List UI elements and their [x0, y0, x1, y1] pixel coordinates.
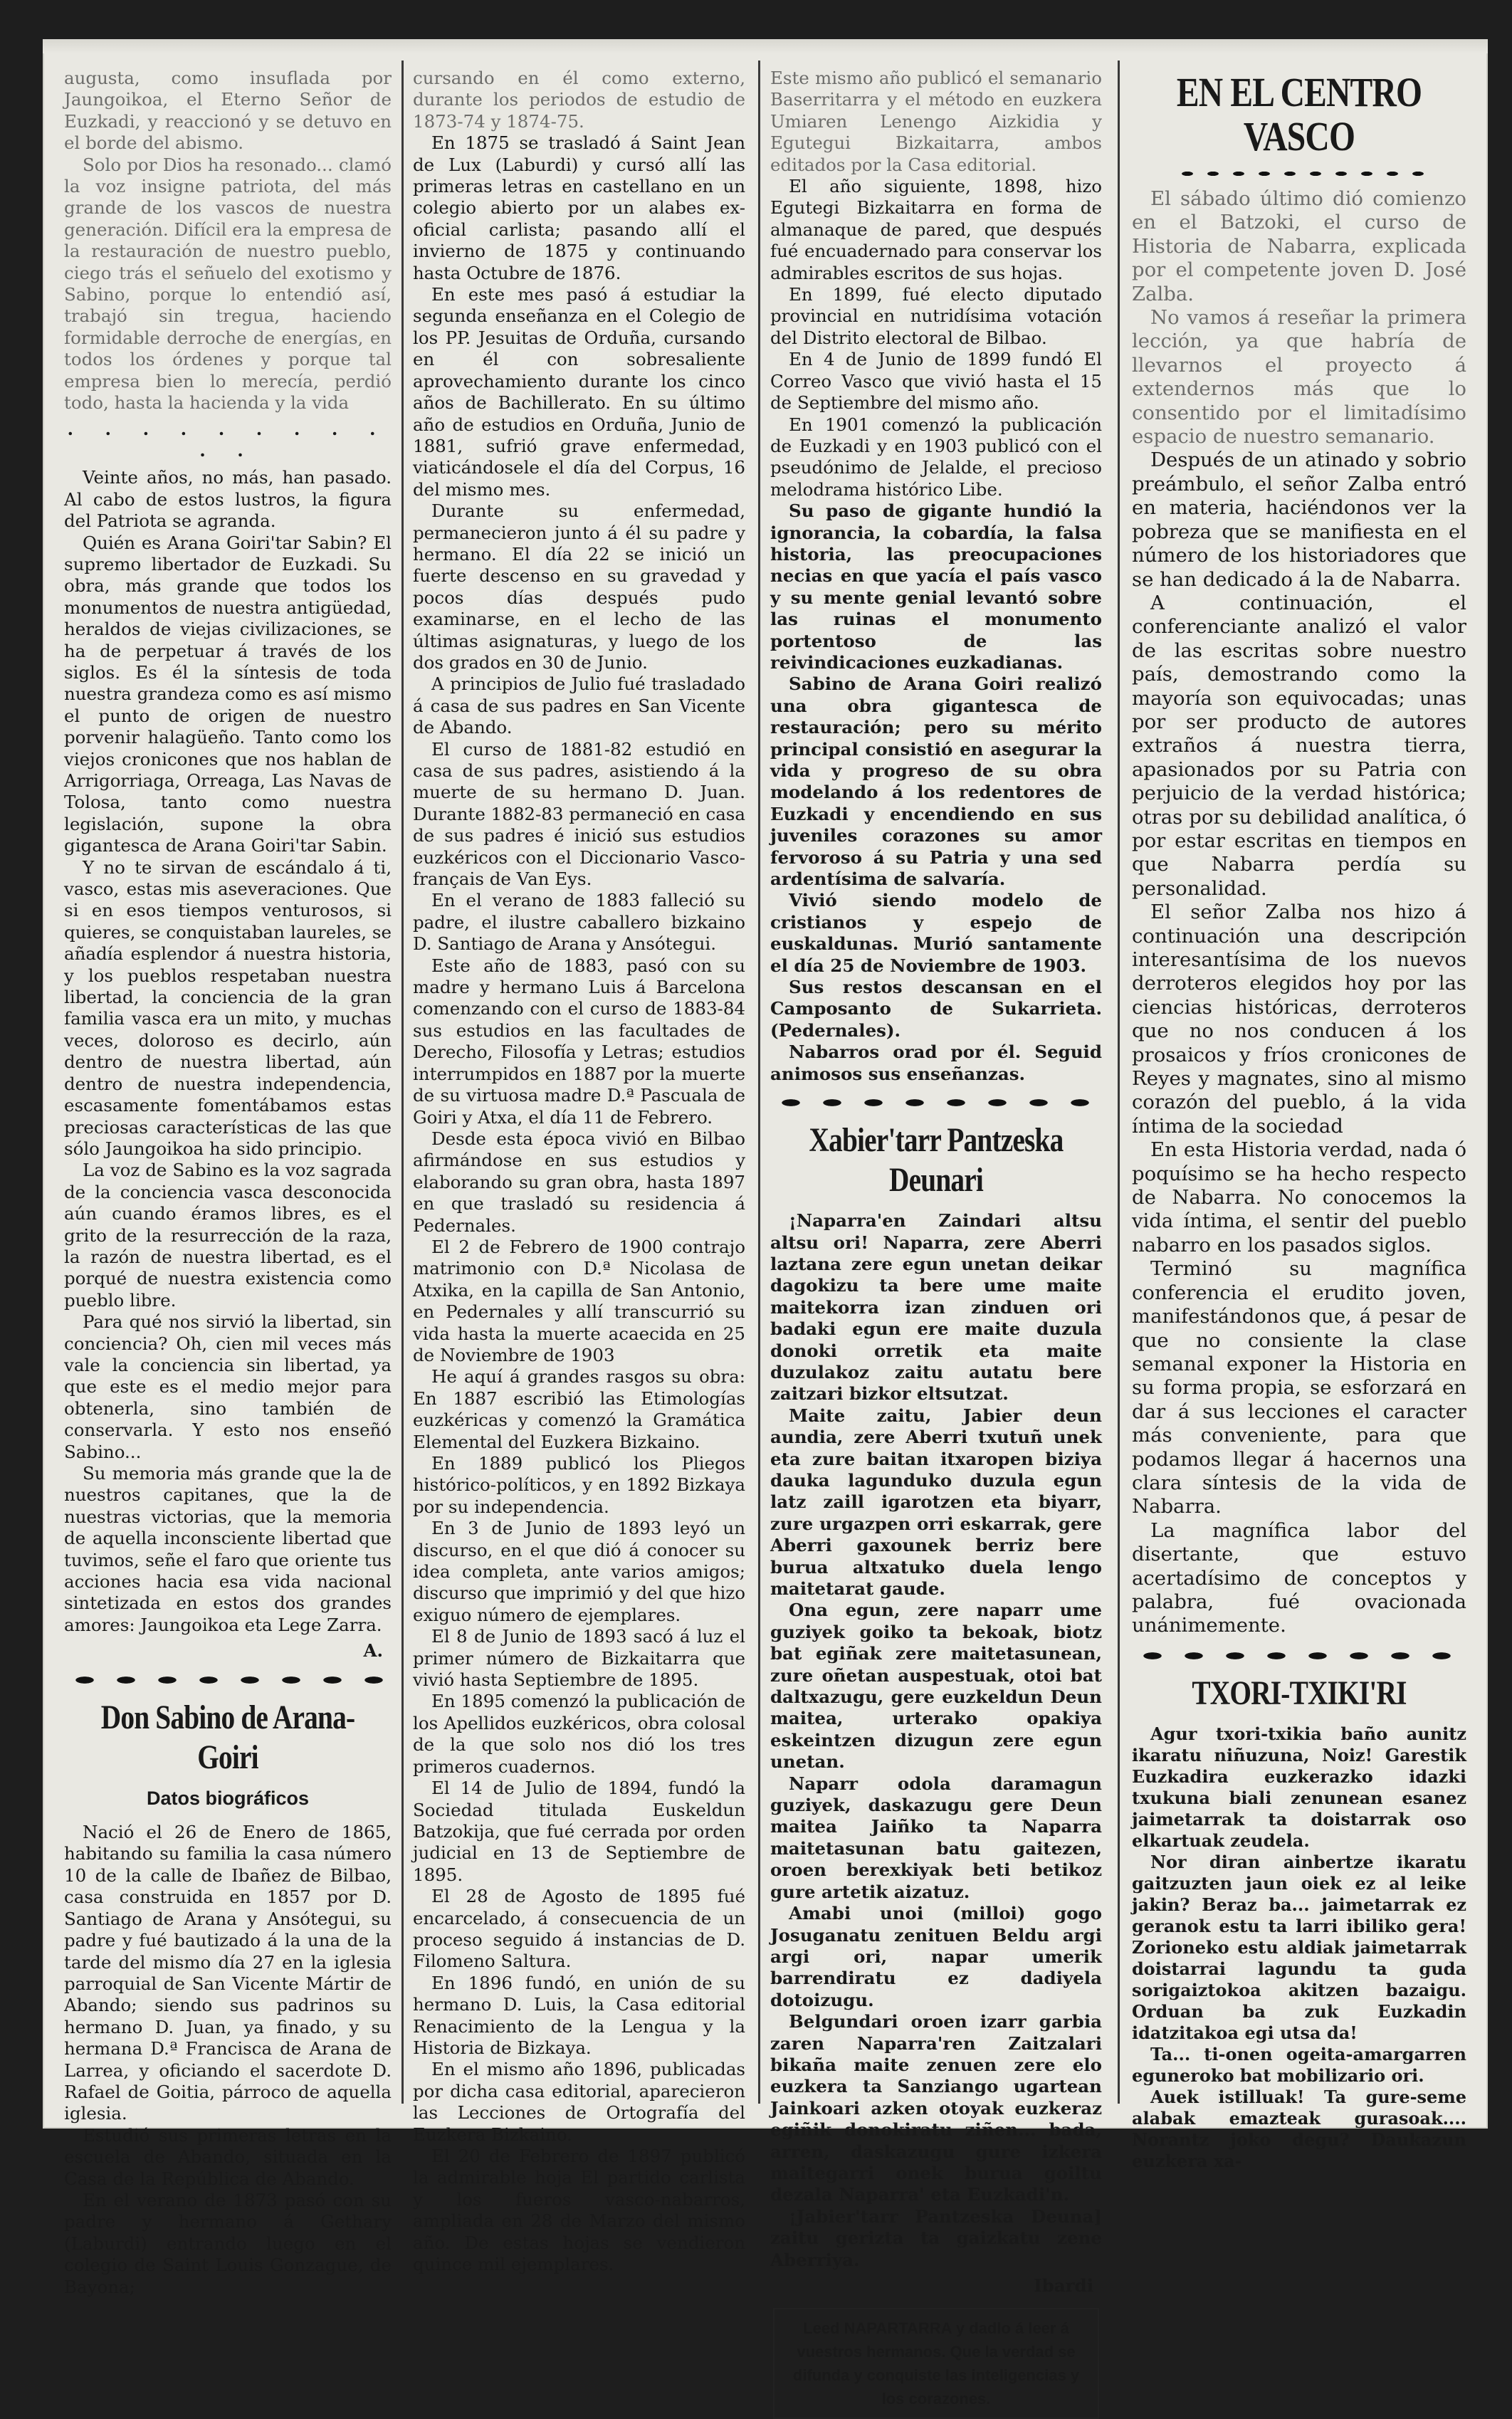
paragraph: Este mismo año publicó el semanario Baserritarra y el método en euzkera Umiaren Lenengo Aizkidia y Egutegui Bizkaitarra, ambos editados por la Casa editorial. — [770, 68, 1102, 175]
paragraph: En 1896 fundó, en unión de su hermano D. Luis, la Casa editorial Renacimiento de la Lengua y la Historia de Bizkaya. — [413, 1972, 745, 2058]
poem-stanza: Belgundari oroen izarr garbia zaren Naparra'ren Zaitzalari bikaña maite zenuen zere elo euzkera ta Sanziango ugartean Jainkoari azken otoyak euzkeraz egiñik donokiratu ziñen... bada, arren, daskazugu gure izkera maitegarri onek burua goiltu dezala Naparra' eta Euzkadi'n. — [770, 2011, 1102, 2205]
paragraph: El 14 de Julio de 1894, fundó la Sociedad titulada Euskeldun Batzokija, que fué cerrada por orden judicial en 13 de Septiembre de 1895. — [413, 1778, 745, 1885]
poem-stanza: ¡Jabier'tarr Pantzeska Deuna] zaitu gerizta ta gaizkatu zene Aberriya. — [770, 2205, 1102, 2270]
newspaper-page — [43, 39, 1488, 2408]
paragraph: Veinte años, no más, han pasado. Al cabo de estos lustros, la figura del Patriota se agranda. — [64, 467, 392, 532]
paragraph: La voz de Sabino es la voz sagrada de la conciencia vasca desconocida aún cuando éramos libres, es el grito de la resurrección de la raza, la razón de nuestra libertad, es el porqué de nuestra existencia como pueblo libre. — [64, 1160, 392, 1311]
paragraph: El 28 de Agosto de 1895 fué encarcelado, á consecuencia de un proceso seguido á instancias de D. Filomeno Saltura. — [413, 1886, 745, 1972]
poem-stanza: Auek istilluak! Ta gure-seme alabak emazteak gurasoak.... Norantz joko degu? Daukazun euzkera xa- — [1132, 2086, 1466, 2171]
section-headline-text: EN EL CENTRO VASCO — [1176, 69, 1422, 159]
paragraph: En este mes pasó á estudiar la segunda enseñanza en el Colegio de los PP. Jesuitas de Orduña, cursando en él con sobresaliente aprovechamiento durante los cinco años de Bachillerato. En su último año de estudios en Orduña, Junio de 1881, sufrió grave enfermedad, viaticándosele el día del Corpus, 16 del mismo mes. — [413, 284, 745, 500]
paragraph: En esta Historia verdad, nada ó poquísimo se ha hecho respecto de Nabarra. No conocemos la vida íntima, el sentir del pueblo nabarro en los pasados siglos. — [1132, 1138, 1466, 1256]
paragraph: Su paso de gigante hundió la ignorancia, la cobardía, la falsa historia, las preocupaciones necias en que yacía el país vasco y su mente genial levantó sobre las ruinas el monumento portentoso de las reivindicaciones euzkadianas. — [770, 500, 1102, 673]
paragraph: Desde esta época vivió en Bilbao afirmándose en sus estudios y elaborando su gran obra, hasta 1897 en que trasladó su residencia á Pedernales. — [413, 1128, 745, 1236]
paragraph: El curso de 1881-82 estudió en casa de sus padres, asistiendo á la muerte de su hermano D. Juan. Durante 1882-83 permaneció en casa de sus padres é inició sus estudios euzkéricos con el Diccionario Vasco-français de Van Eys. — [413, 738, 745, 890]
page-edge — [43, 39, 1488, 53]
faded-intro — [770, 68, 1102, 176]
faded-intro — [1132, 187, 1466, 448]
paragraph: En 1901 comenzó la publicación de Euzkadi y en 1903 publicó con el pseudónimo de Jelalde, el precioso melodrama histórico Libe. — [770, 414, 1102, 500]
paragraph: Después de un atinado y sobrio preámbulo, el señor Zalba entró en materia, haciéndonos ver la pobreza que se manifiesta en el número de los historiadores que se han dedicado á la de Nabarra. — [1132, 448, 1466, 591]
paragraph: Y no te sirvan de escándalo á ti, vasco, estas mis aseveraciones. Que si en esos tiempos venturosos, si quieres, se conquistaban laureles, se añadía esplendor á nuestra historia, y los pueblos respetaban nuestra libertad, la conciencia de la gran familia vasca era un mito, y muchas veces, doloroso es decirlo, aún dentro de nuestra libertad, aún dentro de nuestra independencia, escasamente fomentábamos estas preciosas características de las que sólo Jaungoikoa ha sido principio. — [64, 856, 392, 1159]
poem-stanza: ¡Naparra'en Zaindari altsu altsu ori! Naparra, zere Aberri laztana zere egun unetan deikar dagokizu ta bere ume maite maitekorra izan zinduen ori badaki egun ere maite duzula donoki orretik eta maite duzulakoz zaitu autatu bere zaitzari bizkor eltsutzat. — [770, 1210, 1102, 1405]
paragraph: Quién es Arana Goiri'tar Sabin? El supremo libertador de Euzkadi. Su obra, más grande que todos los monumentos de nuestra antigüedad, heraldos de viejas civilizaciones, se ha de perpetuar á través de los siglos. Es él la síntesis de toda nuestra grandeza como es así mismo el punto de origen de nuestro porvenir halagüeño. Tanto como los viejos cronicones que nos hablan de Arrigorriaga, Orreaga, Las Navas de Tolosa, tanto como nuestra legislación, supone la obra gigantesca de Arana Goiri'tar Sabin. — [64, 532, 392, 856]
paragraph: El 2 de Febrero de 1900 contrajo matrimonio con D.ª Nicolasa de Atxika, en la capilla de San Antonio, en Pedernales y allí transcurrió su vida hasta la muerte acaecida en 25 de Noviembre de 1903 — [413, 1236, 745, 1365]
poem-stanza: Maite zaitu, Jabier deun aundia, zere Aberri txutuñ unek eta zure baitan itxaropen biziya dauka lagunduko duzula egun latz zaill igarotzen eta biyarr, zure urgazpen orri eskarrak, gere Aberri gaxounek berriz bere burua altxatuko duela lengo maitetarat gaude. — [770, 1405, 1102, 1599]
paragraph: A principios de Julio fué trasladado á casa de sus padres en San Vicente de Abando. — [413, 673, 745, 738]
paragraph: Su memoria más grande que la de nuestros capitanes, que la de nuestras victorias, que la memoria de aquella inconsciente libertad que tuvimos, señe el faro que oriente tus acciones hacia esa vida nacional sintetizada en estos dos grandes amores: Jaungoikoa eta Lege Zarra. — [64, 1463, 392, 1635]
paragraph: Sus restos descansan en el Camposanto de Sukarrieta. (Pedernales). — [770, 977, 1102, 1041]
paragraph: En 1875 se trasladó á Saint Jean de Lux (Laburdi) y cursó allí las primeras letras en castellano en un colegio abierto por un alabes ex-oficial carlista; pasando allí el invierno de 1875 y continuando hasta Octubre de 1876. — [413, 132, 745, 283]
ornament-divider — [1132, 1648, 1466, 1664]
article-subheadline: Datos biográficos — [146, 1787, 310, 1809]
poem-stanza: Nor diran ainbertze ikaratu gaitzuzten jaun oiek ez al leike jakin? Beraz ba... jaimetarrak ez geranok estu ta larri ibiliko gera! Zorioneko estu aldiak jaimetarrak doistarrai lagundu ta guda sorigaiztokoa akitzen bazaigu. Orduan ba zuk Euzkadin idatzitakoa egi utsa da! — [1132, 1851, 1466, 2043]
paragraph: Estudió sus primeras letras en la escuela de Abando, situada en la Casa de la República de Abando. — [64, 2124, 392, 2189]
poem-signature: Ibardi — [1034, 2275, 1093, 2296]
paragraph: Solo por Dios ha resonado... clamó la voz insigne patriota, del más grande de los vascos de nuestra generación. Difícil era la empresa de la restauración de nuestro pueblo, ciego trás el señuelo del exotismo y Sabino, porque lo entendió así, trabajó sin tregua, haciendo formidable derroche de energías, en todos los órdenes y porque tal empresa bien lo merecía, perdió todo, hasta la hacienda y la vida — [64, 154, 392, 414]
ornament-divider — [770, 1095, 1102, 1111]
poem-headline: TXORI-TXIKI'RI — [1192, 1674, 1407, 1712]
paragraph: En 4 de Junio de 1899 fundó El Correo Vasco que vivió hasta el 15 de Septiembre del mismo año. — [770, 349, 1102, 414]
paragraph: En el mismo año 1896, publicadas por dicha casa editorial, aparecieron las Lecciones de Ortografía del Euzkera Bizkaino. — [413, 2059, 745, 2145]
paragraph: En 1889 publicó los Pliegos histórico-políticos, y en 1892 Bizkaya por su independencia. — [413, 1453, 745, 1517]
faded-intro — [413, 68, 745, 132]
column-1 — [64, 68, 392, 2297]
paragraph: Nació el 26 de Enero de 1865, habitando su familia la casa número 10 de la calle de Ibañez de Bilbao, casa construida en 1857 por D. Santiago de Arana y Ansótegui, su padre y fué bautizado á la una de la tarde del mismo día 27 en la iglesia parroquial de San Vicente Mártir de Abando; siendo sus padrinos su hermano D. Juan, ya finado, y su hermana D.ª Francisca de Arana de Larrea, y oficiando el sacerdote D. Rafael de Goitia, párroco de aquella iglesia. — [64, 1822, 392, 2124]
column-4 — [1132, 68, 1466, 2171]
paragraph: Este año de 1883, pasó con su madre y hermano Luis á Barcelona comenzando con el curso de 1883-84 sus estudios en las facultades de Derecho, Filosofía y Letras; estudios interrumpidos en 1887 por la muerte de su virtuosa madre D.ª Pascuala de Goiri y Atxa, el día 11 de Febrero. — [413, 955, 745, 1128]
poem-stanza: Ta... ti-onen ogeita-amargarren eguneroko bat mobilizario ori. — [1132, 2043, 1466, 2086]
paragraph: Para qué nos sirvió la libertad, sin conciencia? Oh, cien mil veces más vale la conciencia sin libertad, ya que este es el medio mejor para obtenerla, sino también de conservarla. Y esto nos enseñó Sabino... — [64, 1311, 392, 1462]
paragraph: El 8 de Junio de 1893 sacó á luz el primer número de Bizkaitarra que vivió hasta Septiembre de 1895. — [413, 1626, 745, 1691]
paragraph: Vivió siendo modelo de cristianos y espejo de euskaldunas. Murió santamente el día 25 de Noviembre de 1903. — [770, 890, 1102, 976]
paragraph: He aquí á grandes rasgos su obra: En 1887 escribió las Etimologías euzkéricas y comenzó la Gramática Elemental del Euzkera Bizkaino. — [413, 1366, 745, 1452]
paragraph: El señor Zalba nos hizo á continuación una descripción interesantísima de los nuevos derroteros elegidos hoy por las ciencias históricas, derroteros que no nos conducen á los prosaicos y fríos cronicones de Reyes y magnates, sino al mismo corazón del pueblo, á la vida íntima de la sociedad — [1132, 901, 1466, 1138]
paragraph: El 20 de Febrero de 1897 publicó la admirable hoja El partido carlista y los fueros vasco-nabarros, ampliada en 28 de Marzo del mismo año. De estas hojas se vendieron quince mil ejemplares. — [413, 2146, 745, 2275]
poem-stanza: Amabi unoi (milloi) gogo Josuganatu zenituen Beldu argi argi ori, napar umerik barrendiratu ez dadiyela dotoizugu. — [770, 1903, 1102, 2010]
poem-stanza: Ona egun, zere naparr ume guziyek goiko ta bekoak, biotz bat egiñak zere maitetasunean, zure oñetan auspestuak, otoi bat daltxazugu, gere euzkeldun Deun maitea, urterako opakiya eskeintzen dizugun zere egun unetan. — [770, 1600, 1102, 1773]
paragraph: Sabino de Arana Goiri realizó una obra gigantesca de restauración; pero su mérito principal consistió en asegurar la vida y progreso de su obra modelando á los redentores de Euzkadi y encendiendo en sus juveniles corazones su amor fervoroso á su Patria y una sed ardentísima de salvaría. — [770, 673, 1102, 890]
paragraph: cursando en él como externo, durante los periodos de estudio de 1873-74 y 1874-75. — [413, 68, 745, 132]
ellipsis-separator: . . . . . . . . . . . — [67, 418, 389, 461]
column-rule — [758, 61, 760, 2104]
ornament-divider — [1175, 169, 1424, 179]
paragraph: En el verano de 1873 pasó con su padre y hermano á Gethary (Laburdi) entrando luego en el colegio de Saint Louis Gonzague, de Bayona; — [64, 2189, 392, 2297]
paragraph: augusta, como insuflada por Jaungoikoa, el Eterno Señor de Euzkadi, y reaccionó y se detuvo en el borde del abismo. — [64, 68, 392, 154]
paragraph: En el verano de 1883 falleció su padre, el ilustre caballero bizkaino D. Santiago de Arana y Ansótegui. — [413, 890, 745, 955]
ornament-divider — [64, 1672, 392, 1688]
column-rule — [1118, 61, 1120, 2104]
poem-headline: Xabier'tarr Pantzeska Deunari — [809, 1121, 1064, 1200]
paragraph: En 1895 comenzó la publicación de los Apellidos euzkéricos, obra colosal de la que solo nos dió los tres primeros cuadernos. — [413, 1691, 745, 1777]
paragraph: A continuación, el conferenciante analizó el valor de las escritas sobre nuestro país, demostrando como la mayoría son equivocadas; unas por ser producto de autores extraños á nuestra tierra, apasionados por su Patria con perjuicio de la verdad histórica; otras por su debilidad analítica, ó por estar escritas en tiempos en que Nabarra perdía su personalidad. — [1132, 591, 1466, 900]
notice-box: Leed NAPARTARRA y dadlo á leer á vuestros hermanos. Que la verdad se difunda y conquiste las inteligencias y los corazones. — [773, 2308, 1099, 2419]
faded-intro — [64, 68, 392, 414]
article-headline: Don Sabino de Arana-Goiri — [100, 1698, 355, 1776]
column-3 — [770, 68, 1102, 2408]
poem-stanza: Naparr odola daramagun guziyek, daskazugu gere Deun maitea Jaiñko ta Naparra maitetasunan batu gaitezen, oroen berexkiyak beti betikoz gure artetik aizatuz. — [770, 1773, 1102, 1902]
paragraph: El sábado último dió comienzo en el Batzoki, el curso de Historia de Nabarra, explicada por el competente joven D. José Zalba. — [1132, 187, 1466, 305]
column-rule — [401, 61, 404, 2104]
poem-stanza: Agur txori-txikia baño aunitz ikaratu niñuzuna, Noiz! Garestik Euzkadira euzkerazko idazki txukuna biali zenunean esanez jaimetarrak ta doistarrak oso elkartuak zeudela. — [1132, 1723, 1466, 1851]
paragraph: Terminó su magnífica conferencia el erudito joven, manifestándonos que, á pesar de que no consiente la clase semanal exponer la Historia en su forma propia, se esforzará en dar á sus lecciones el caracter más conveniente, para que podamos llegar á hacernos una clara síntesis de la vida de Nabarra. — [1132, 1257, 1466, 1518]
section-headline — [1162, 70, 1436, 159]
paragraph: Durante su enfermedad, permanecieron junto á él su padre y hermano. El día 22 se inició un fuerte descenso en su gravedad y pocos días después pudo examinarse, en el lecho de las últimas asignaturas, y luego de los dos grados en 30 de Junio. — [413, 500, 745, 673]
paragraph: El año siguiente, 1898, hizo Egutegi Bizkaitarra en forma de almanaque de pared, que después fué encuadernado para conservar los admirables escritos de sus hojas. — [770, 176, 1102, 283]
paragraph: Nabarros orad por él. Seguid animosos sus enseñanzas. — [770, 1041, 1102, 1084]
paragraph: La magnífica labor del disertante, que estuvo acertadísimo de conceptos y palabra, fué ovacionada unánimemente. — [1132, 1518, 1466, 1637]
paragraph: En 1899, fué electo diputado provincial en nutridísima votación del Distrito electoral de Bilbao. — [770, 284, 1102, 348]
paragraph: En 3 de Junio de 1893 leyó un discurso, en el que dió á conocer su idea completa, ante varios amigos; discurso que imprimió y del que hizo exiguo número de ejemplares. — [413, 1518, 745, 1625]
column-2 — [413, 68, 745, 2275]
paragraph: No vamos á reseñar la primera lección, ya que habría de llevarnos el proyecto á extendernos más que lo consentido por el limitadísimo espacio de nuestro semanario. — [1132, 306, 1466, 448]
article-signature: A. — [363, 1640, 383, 1662]
